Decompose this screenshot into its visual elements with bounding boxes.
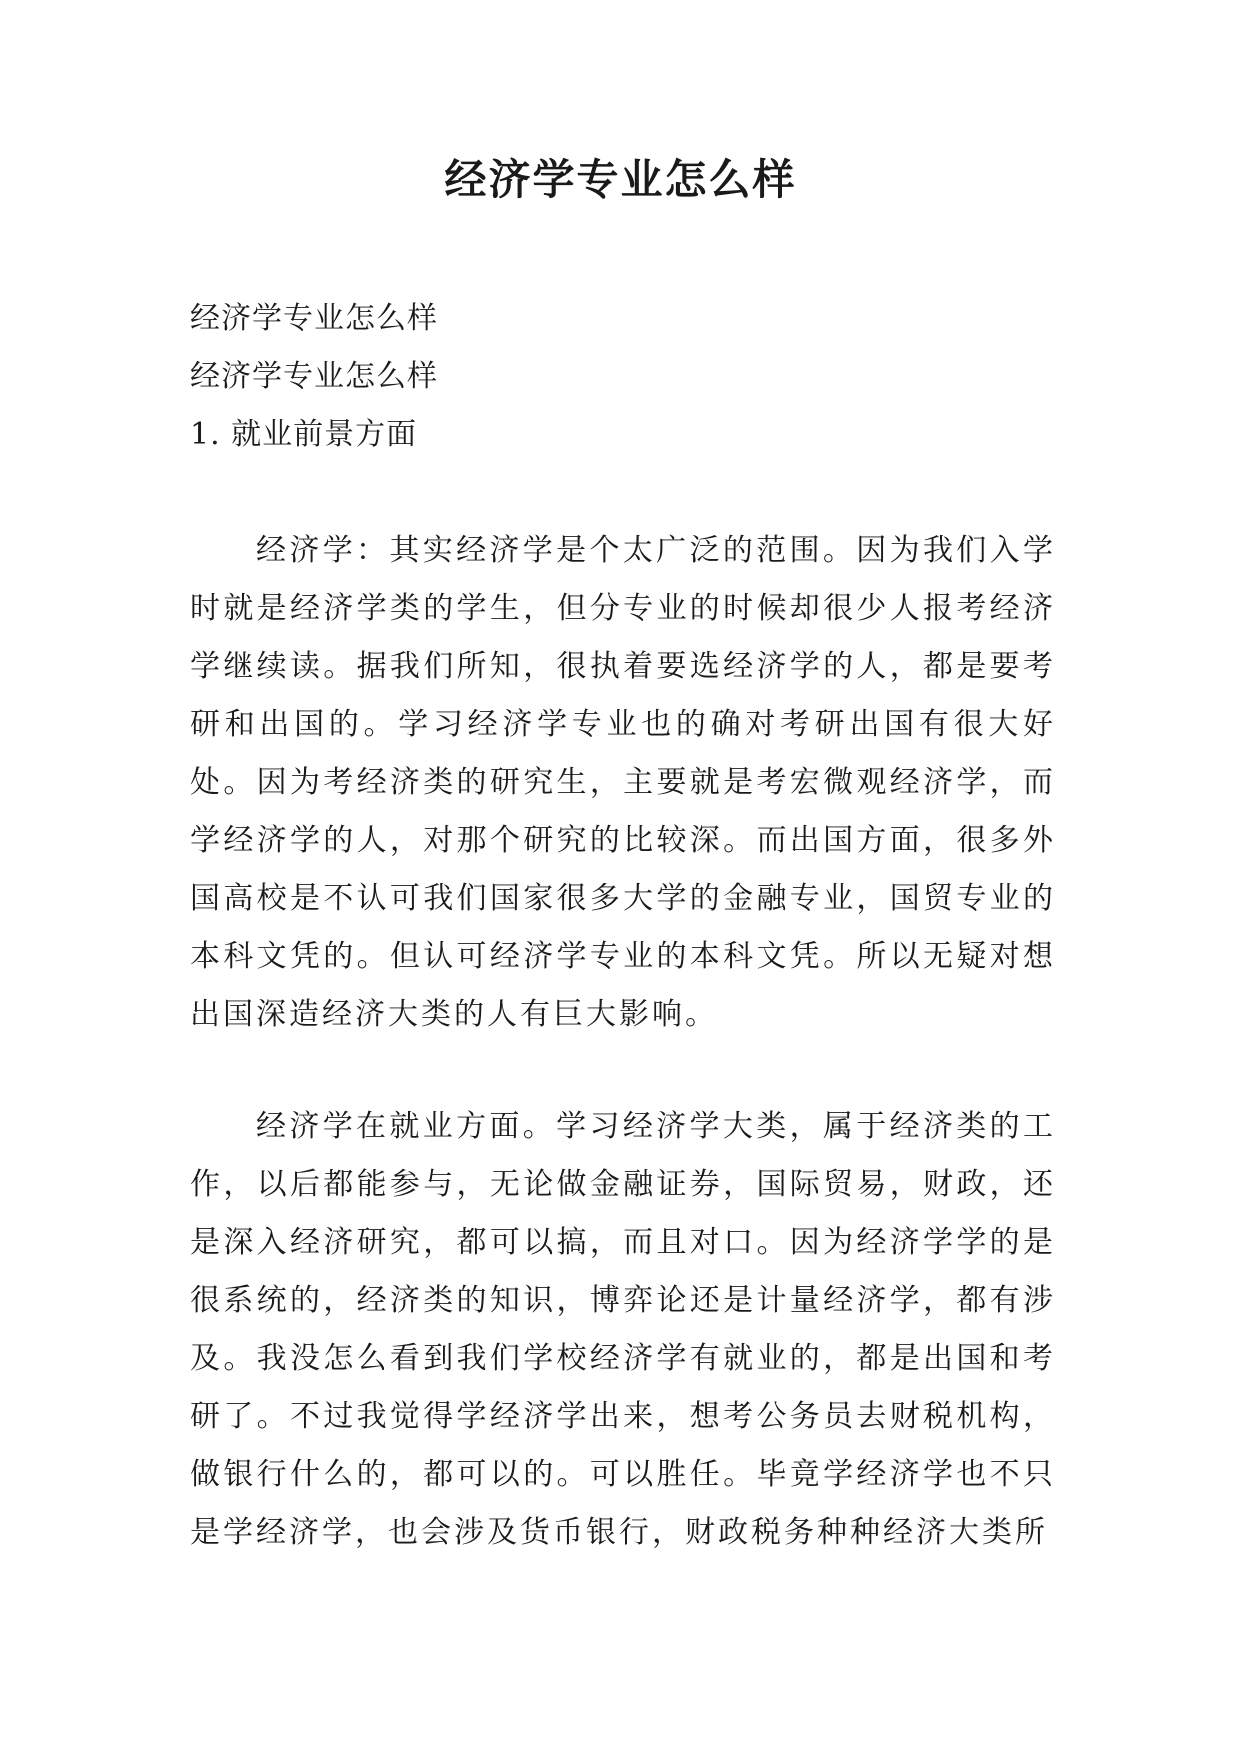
document-title: 经济学专业怎么样 xyxy=(444,155,797,204)
header-line-1: 经济学专业怎么样 xyxy=(190,301,438,336)
header-lines xyxy=(190,290,1060,464)
section-heading: 1. 就业前景方面 xyxy=(190,417,418,452)
body-paragraph-1: 经济学：其实经济学是个太广泛的范围。因为我们入学时就是经济学类的学生，但分专业的时候却很少人报考经济学继续读。据我们所知，很执着要选经济学的人，都是要考研和出国的。学习经济学专业也的确对考研出国有很大好处。因为考经济类的研究生，主要就是考宏微观经济学，而学经济学的人，对那个研究的比较深。而出国方面，很多外国高校是不认可我们国家很多大学的金融专业，国贸专业的本科文凭的。但认可经济学专业的本科文凭。所以无疑对想出国深造经济大类的人有巨大影响。 xyxy=(190,533,1056,1032)
header-line-2: 经济学专业怎么样 xyxy=(190,359,438,394)
body-paragraph-2: 经济学在就业方面。学习经济学大类，属于经济类的工作，以后都能参与，无论做金融证券，国际贸易，财政，还是深入经济研究，都可以搞，而且对口。因为经济学学的是很系统的，经济类的知识，博弈论还是计量经济学，都有涉及。我没怎么看到我们学校经济学有就业的，都是出国和考研了。不过我觉得学经济学出来，想考公务员去财税机构，做银行什么的，都可以的。可以胜任。毕竟学经济学也不只是学经济学，也会涉及货币银行，财政税务种种经济大类所 xyxy=(190,1109,1056,1550)
